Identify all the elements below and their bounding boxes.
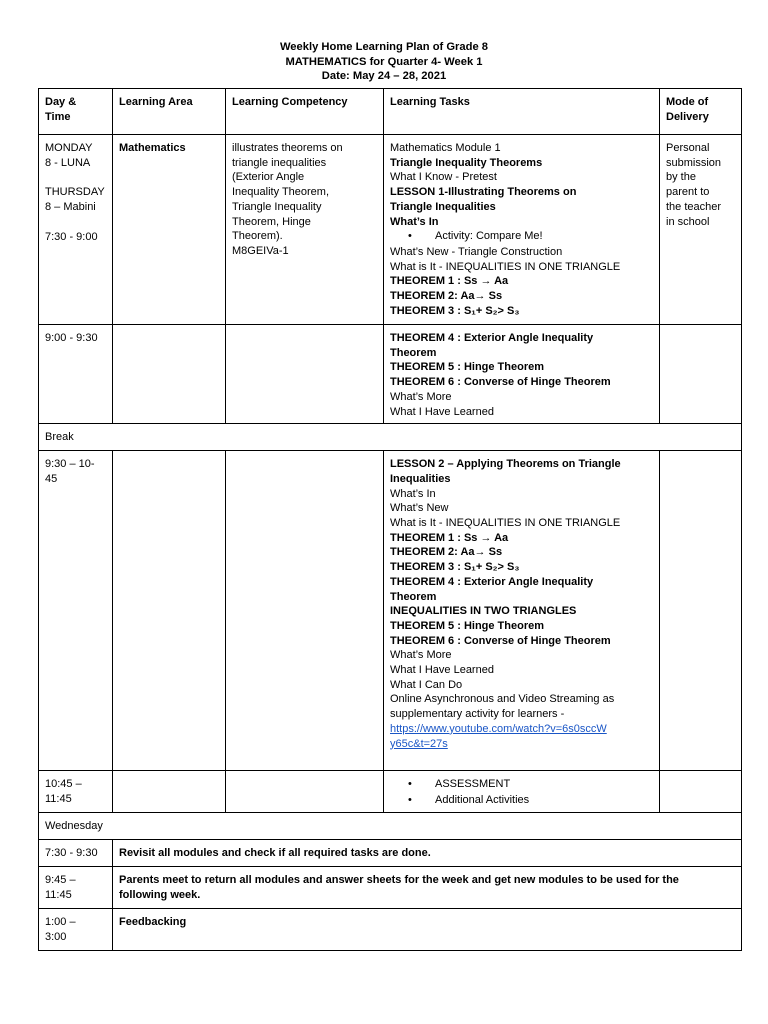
table-row bbox=[39, 451, 742, 771]
learning-competency-cell bbox=[226, 451, 384, 771]
activity-description: Revisit all modules and check if all required tasks are done. bbox=[113, 840, 742, 867]
document-subtitle: MATHEMATICS for Quarter 4- Week 1 bbox=[285, 55, 483, 68]
learning-competency-cell bbox=[226, 771, 384, 813]
learning-area-cell bbox=[113, 325, 226, 424]
youtube-link[interactable]: https://www.youtube.com/watch?v=6s0sccW bbox=[390, 722, 607, 735]
day-time-cell: 9:00 - 9:30 bbox=[39, 325, 113, 424]
day-time-cell: 9:45 – 11:45 bbox=[39, 867, 113, 909]
wednesday-row bbox=[39, 813, 742, 840]
table-row bbox=[39, 840, 742, 867]
youtube-link-continued[interactable]: y65c&t=27s bbox=[390, 737, 448, 750]
table-row bbox=[39, 325, 742, 424]
document-title: Weekly Home Learning Plan of Grade 8 bbox=[279, 41, 489, 53]
list-item: • Activity: Compare Me! bbox=[435, 229, 654, 245]
day-time-cell: 9:30 – 10- 45 bbox=[39, 451, 113, 771]
list-item: • Additional Activities bbox=[435, 793, 654, 809]
break-label: Break bbox=[39, 424, 742, 451]
document-date: Date: May 24 – 28, 2021 bbox=[321, 70, 447, 82]
day-time-cell: 10:45 – 11:45 bbox=[39, 771, 113, 813]
mode-of-delivery-cell: Personal submission by the parent to the teacher in school bbox=[660, 135, 742, 325]
table-row bbox=[39, 909, 742, 951]
header-learning-tasks: Learning Tasks bbox=[384, 89, 660, 135]
learning-competency-cell bbox=[226, 325, 384, 424]
header-learning-competency: Learning Competency bbox=[226, 89, 384, 135]
learning-tasks-cell: THEOREM 4 : Exterior Angle Inequality Theorem THEOREM 5 : Hinge Theorem THEOREM 6 : Converse of Hinge Theorem What’s More What I Have Learned bbox=[384, 325, 660, 424]
day-time-cell: 1:00 – 3:00 bbox=[39, 909, 113, 951]
learning-area-cell: Mathematics bbox=[113, 135, 226, 325]
day-time-cell: 7:30 - 9:30 bbox=[39, 840, 113, 867]
learning-area-cell bbox=[113, 771, 226, 813]
table-row bbox=[39, 771, 742, 813]
assessment-list bbox=[390, 777, 654, 808]
activity-list bbox=[390, 229, 654, 245]
learning-plan-table bbox=[38, 88, 742, 951]
learning-tasks-cell: LESSON 2 – Applying Theorems on Triangle Inequalities What’s In What’s New What is It - INEQUALITIES IN ONE TRIANGLE THEOREM 1 : Ss → Aa THEOREM 2: Aa→ Ss THEOREM 3 : S₁+ S₂> S₃ THEOREM 4 : Exterior Angle Inequality Theorem INEQUALITIES IN TWO TRIANGLES THEOREM 5 : Hinge Theorem THEOREM 6 : Converse of Hinge Theorem What’s More What I Have Learned What I Can Do Online Asynchronous and Video Streaming as supplementary activity for learners - https://www.youtube.com/watch?v=6s0sccW y65c&t=27s bbox=[384, 451, 660, 771]
learning-tasks-cell: Mathematics Module 1 Triangle Inequality Theorems What I Know - Pretest LESSON 1-Illustrating Theorems on Triangle Inequalities What’s In • Activity: Compare Me! What’s New - Triangle Construction What is It - INEQUALITIES IN ONE TRIANGLE THEOREM 1 : Ss → Aa THEOREM 2: Aa→ Ss THEOREM 3 : S₁+ S₂> S₃ bbox=[384, 135, 660, 325]
learning-area-cell bbox=[113, 451, 226, 771]
table-row bbox=[39, 135, 742, 325]
mode-of-delivery-cell bbox=[660, 771, 742, 813]
day-time-cell: MONDAY 8 - LUNA THURSDAY 8 – Mabini 7:30 - 9:00 bbox=[39, 135, 113, 325]
mode-of-delivery-cell bbox=[660, 451, 742, 771]
break-row bbox=[39, 424, 742, 451]
learning-tasks-cell bbox=[384, 771, 660, 813]
document-header bbox=[0, 40, 768, 84]
wednesday-label: Wednesday bbox=[39, 813, 742, 840]
activity-description: Feedbacking bbox=[113, 909, 742, 951]
activity-description: Parents meet to return all modules and answer sheets for the week and get new modules to be used for the following week. bbox=[113, 867, 742, 909]
mode-of-delivery-cell bbox=[660, 325, 742, 424]
header-day-time: Day & Time bbox=[39, 89, 113, 135]
header-learning-area: Learning Area bbox=[113, 89, 226, 135]
table-header-row bbox=[39, 89, 742, 135]
learning-competency-cell: illustrates theorems on triangle inequalities (Exterior Angle Inequality Theorem, Triangle Inequality Theorem, Hinge Theorem). M8GEIVa-1 bbox=[226, 135, 384, 325]
table-row bbox=[39, 867, 742, 909]
list-item: • ASSESSMENT bbox=[435, 777, 654, 793]
header-mode-of-delivery: Mode of Delivery bbox=[660, 89, 742, 135]
